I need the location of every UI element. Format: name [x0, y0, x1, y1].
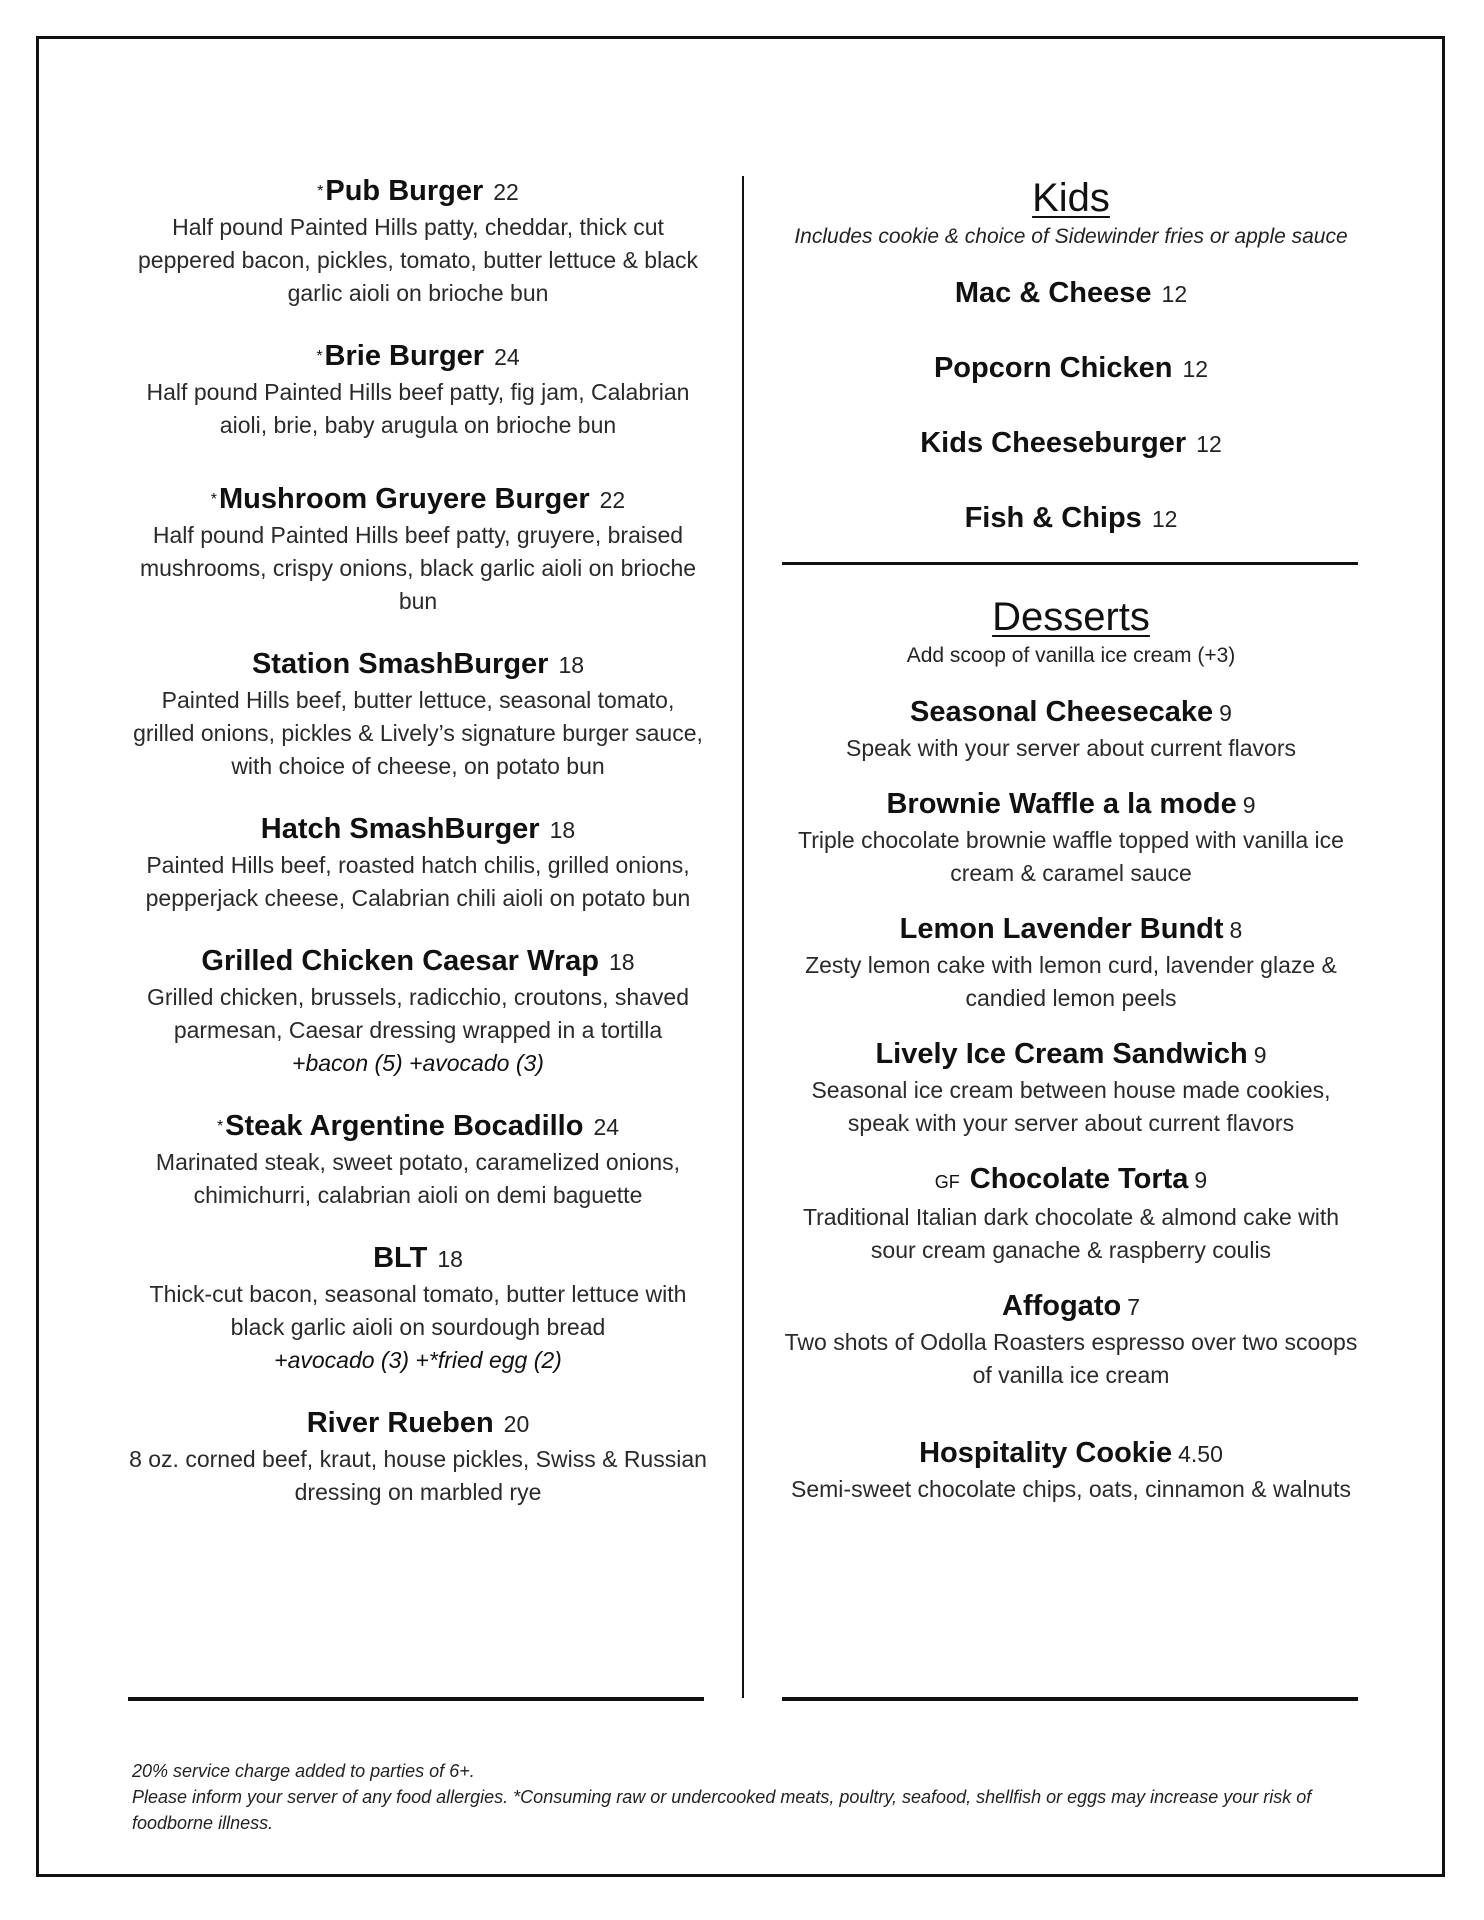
- item-name: Grilled Chicken Caesar Wrap: [201, 945, 599, 977]
- dessert-item: [782, 1287, 1360, 1392]
- kids-item: [782, 274, 1360, 313]
- item-description: Half pound Painted Hills patty, cheddar, thick cut peppered bacon, pickles, tomato, butter lettuce & black garlic aioli on brioche bun: [138, 214, 698, 306]
- kids-title: Kids: [1032, 176, 1110, 220]
- item-name: Chocolate Torta: [969, 1163, 1189, 1195]
- menu-item-mushroom-gruyere-burger: [128, 480, 708, 618]
- item-name: Mac & Cheese: [954, 277, 1152, 309]
- item-name: Affogato: [1002, 1290, 1122, 1322]
- item-description: Semi-sweet chocolate chips, oats, cinnamon & walnuts: [791, 1476, 1351, 1502]
- dessert-item: [782, 693, 1360, 765]
- item-name: River Rueben: [306, 1407, 494, 1439]
- menu-item-station-smashburger: [128, 645, 708, 783]
- item-name: Pub Burger: [325, 175, 484, 207]
- item-description: 8 oz. corned beef, kraut, house pickles, Swiss & Russian dressing on marbled rye: [129, 1446, 707, 1505]
- item-description: Seasonal ice cream between house made cookies, speak with your server about current flavors: [811, 1077, 1331, 1136]
- right-column: [782, 174, 1360, 1533]
- menu-item-brie-burger: [128, 337, 708, 442]
- item-name: Popcorn Chicken: [933, 352, 1173, 384]
- menu-item-hatch-smashburger: [128, 810, 708, 915]
- item-description: Marinated steak, sweet potato, caramelized onions, chimichurri, calabrian aioli on demi baguette: [155, 1149, 681, 1208]
- raw-warning-star: *: [316, 348, 323, 365]
- item-price: 12: [1151, 506, 1178, 532]
- desserts-title: Desserts: [992, 595, 1150, 639]
- dessert-item: [782, 910, 1360, 1015]
- section-divider: [782, 562, 1358, 565]
- column-divider: [742, 176, 744, 1698]
- dessert-item: [782, 1434, 1360, 1506]
- item-price: 9: [1242, 792, 1256, 818]
- dessert-item: [782, 785, 1360, 890]
- gluten-free-badge: GF: [934, 1172, 960, 1192]
- item-description: Painted Hills beef, butter lettuce, seasonal tomato, grilled onions, pickles & Lively’s signature burger sauce, with choice of cheese, on potato bun: [133, 687, 703, 779]
- item-price: 18: [437, 1246, 463, 1272]
- dessert-item: [782, 1035, 1360, 1140]
- service-charge-note: 20% service charge added to parties of 6+.: [132, 1761, 475, 1781]
- menu-item-steak-argentine-bocadillo: [128, 1107, 708, 1212]
- item-name: Lively Ice Cream Sandwich: [875, 1038, 1248, 1070]
- kids-subtitle: Includes cookie & choice of Sidewinder fries or apple sauce: [794, 225, 1348, 248]
- menu-item-grilled-chicken-caesar-wrap: [128, 942, 708, 1080]
- item-price: 24: [593, 1114, 620, 1140]
- item-description: Grilled chicken, brussels, radicchio, croutons, shaved parmesan, Caesar dressing wrapped in a tortilla: [146, 984, 690, 1043]
- item-price: 9: [1219, 700, 1232, 726]
- item-price: 22: [599, 487, 626, 513]
- item-price: 7: [1127, 1294, 1140, 1320]
- item-name: Mushroom Gruyere Burger: [219, 483, 590, 515]
- item-name: Fish & Chips: [964, 502, 1142, 534]
- kids-section: [782, 174, 1360, 538]
- item-price: 12: [1161, 281, 1188, 307]
- menu-item-pub-burger: [128, 172, 708, 310]
- kids-item: [782, 349, 1360, 388]
- item-addons: +avocado (3) +*fried egg (2): [274, 1347, 562, 1373]
- item-price: 22: [493, 179, 519, 205]
- item-description: Thick-cut bacon, seasonal tomato, butter lettuce with black garlic aioli on sourdough bread: [149, 1281, 687, 1340]
- dessert-item: [782, 1160, 1360, 1267]
- item-name: Seasonal Cheesecake: [910, 696, 1214, 728]
- item-description: Half pound Painted Hills beef patty, gruyere, braised mushrooms, crispy onions, black garlic aioli on brioche bun: [139, 522, 697, 614]
- item-price: 12: [1182, 356, 1209, 382]
- item-price: 18: [558, 652, 585, 678]
- item-description: Triple chocolate brownie waffle topped with vanilla ice cream & caramel sauce: [798, 827, 1344, 886]
- item-description: Speak with your server about current flavors: [846, 735, 1296, 761]
- kids-item: [782, 499, 1360, 538]
- item-price: 24: [494, 344, 520, 370]
- item-name: Brie Burger: [324, 340, 485, 372]
- item-name: Station SmashBurger: [251, 648, 549, 680]
- item-price: 8: [1229, 917, 1243, 943]
- item-price: 12: [1196, 431, 1222, 457]
- item-name: Kids Cheeseburger: [920, 427, 1187, 459]
- kids-item: [782, 424, 1360, 463]
- item-description: Painted Hills beef, roasted hatch chilis, grilled onions, pepperjack cheese, Calabrian chili aioli on potato bun: [145, 852, 691, 911]
- item-name: Steak Argentine Bocadillo: [225, 1110, 584, 1142]
- mains-column: [128, 172, 708, 1536]
- item-name: Brownie Waffle a la mode: [886, 788, 1237, 820]
- item-description: Two shots of Odolla Roasters espresso over two scoops of vanilla ice cream: [784, 1329, 1358, 1388]
- menu-item-blt: [128, 1239, 708, 1377]
- item-description: Traditional Italian dark chocolate & almond cake with sour cream ganache & raspberry coulis: [802, 1204, 1340, 1263]
- item-price: 18: [549, 817, 576, 843]
- item-addons: +bacon (5) +avocado (3): [292, 1050, 544, 1076]
- item-description: Zesty lemon cake with lemon curd, lavender glaze & candied lemon peels: [805, 952, 1337, 1011]
- left-bottom-rule: [128, 1697, 704, 1701]
- item-name: Hatch SmashBurger: [260, 813, 540, 845]
- item-name: BLT: [373, 1242, 428, 1274]
- raw-warning-star: *: [216, 1118, 224, 1135]
- desserts-subtitle: Add scoop of vanilla ice cream (+3): [906, 644, 1236, 667]
- item-price: 9: [1194, 1167, 1208, 1193]
- item-price: 20: [503, 1411, 530, 1437]
- item-description: Half pound Painted Hills beef patty, fig jam, Calabrian aioli, brie, baby arugula on brioche bun: [146, 379, 690, 438]
- item-name: Hospitality Cookie: [919, 1437, 1173, 1469]
- raw-warning-star: *: [210, 491, 217, 508]
- item-name: Lemon Lavender Bundt: [899, 913, 1224, 945]
- desserts-section: [782, 593, 1360, 1506]
- right-bottom-rule: [782, 1697, 1358, 1701]
- item-price: 9: [1253, 1042, 1267, 1068]
- menu-item-river-rueben: [128, 1404, 708, 1509]
- raw-warning-star: *: [317, 183, 324, 200]
- item-price: 18: [608, 949, 635, 975]
- allergy-disclaimer: Please inform your server of any food allergies. *Consuming raw or undercooked meats, poultry, seafood, shellfish or eggs may increase your risk of foodborne illness.: [132, 1787, 1312, 1833]
- footer-notes: [132, 1758, 1332, 1836]
- item-price: 4.50: [1178, 1441, 1223, 1467]
